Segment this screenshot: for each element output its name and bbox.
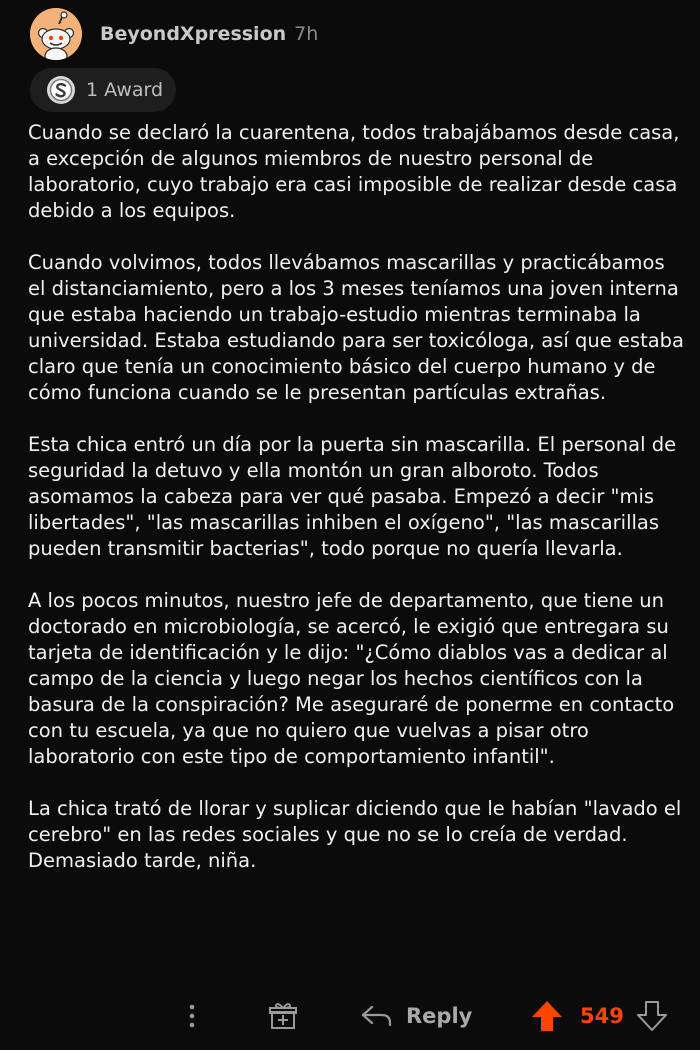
author-username[interactable]: BeyondXpression [100,23,287,45]
comment-paragraph: La chica trató de llorar y suplicar diciendo que le habían "lavado el cerebro" en las redes sociales y que no se lo creía de verdad. Demasiado tarde, niña. [28,797,682,872]
give-award-icon[interactable] [268,990,298,1042]
award-label: 1 Award [86,79,164,101]
reply-arrow-icon [360,1004,392,1028]
vote-score: 549 [580,1004,624,1028]
avatar[interactable] [30,8,82,60]
comment-paragraph: Esta chica entró un día por la puerta sin mascarilla. El personal de seguridad la detuvo y ella montón un gran alboroto. Todos asomamos la cabeza para ver qué pasaba. Empezó a decir "mis libertades", "las mascarillas inhiben el oxígeno", "las mascarillas pueden transmitir bacterias", todo porque no quería llevarla. [28,433,677,560]
comment-paragraph: Cuando volvimos, todos llevábamos mascarillas y practicábamos el distanciamiento, pero a los 3 meses teníamos una joven interna que estaba haciendo un trabajo-estudio mientras terminaba la universidad. Estaba estudiando para ser toxicóloga, así que estaba claro que tenía un conocimiento básico del cuerpo humano y de cómo funciona cuando se le presentan partículas extrañas. [28,251,685,404]
comment-paragraph: A los pocos minutos, nuestro jefe de departamento, que tiene un doctorado en microbiología, se acercó, le exigió que entregara su tarjeta de identificación y le dijo: "¿Cómo diablos vas a dedicar al campo de la ciencia y luego negar los hechos científicos con la basura de la conspiración? Me aseguraré de ponerme en contacto con tu escuela, ya que no quiero que vuelvas a pisar otro laboratorio con este tipo de comportamiento infantil". [28,589,675,768]
snoo-icon [30,8,82,60]
comment-actions [0,990,700,1042]
more-options-icon[interactable] [180,990,204,1042]
downvote-icon[interactable] [636,990,668,1042]
silver-award-icon [46,75,76,105]
comment-header [30,8,318,60]
comment-timestamp: 7h [294,23,319,45]
upvote-icon[interactable] [530,990,564,1042]
comment-body [28,120,688,874]
reply-button[interactable] [360,990,472,1042]
comment-paragraph: Cuando se declaró la cuarentena, todos trabajábamos desde casa, a excepción de algunos miembros de nuestro personal de laboratorio, cuyo trabajo era casi imposible de realizar desde casa debido a los equipos. [28,121,680,222]
award-badge[interactable] [30,68,176,112]
reply-label: Reply [406,1004,473,1028]
